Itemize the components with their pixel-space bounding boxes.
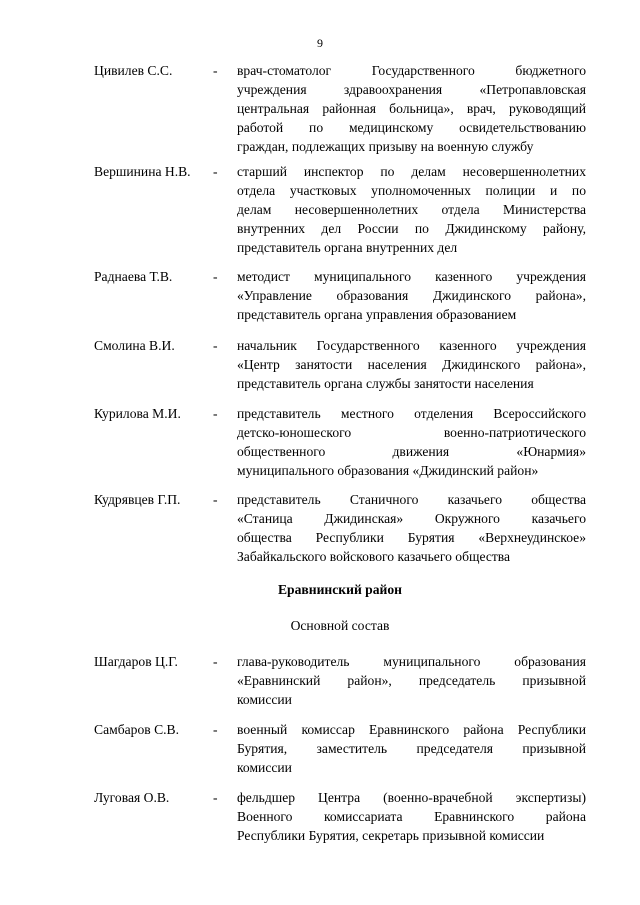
role-line: «Управление образования Джидинского района», [237,288,586,303]
member-name: Курилова М.И. [94,406,181,421]
member-role [237,404,586,480]
role-line: представитель Станичного казачьего общества [237,492,586,507]
role-line: делам несовершеннолетних отдела Министерства [237,202,586,217]
role-line: представитель органа внутренних дел [237,240,458,255]
member-role [237,61,586,156]
role-line: комиссии [237,692,292,707]
member-role [237,336,586,393]
role-line: представитель местного отделения Всероссийского [237,406,586,421]
role-line: учреждения здравоохранения «Петропавловская [237,82,586,97]
role-line: комиссии [237,760,292,775]
member-name: Самбаров С.В. [94,722,179,737]
member-role [237,162,586,257]
dash-separator: - [213,164,218,179]
member-role [237,490,586,566]
section-heading: Еравнинский район [277,582,402,597]
role-line: общества Республики Бурятия «Верхнеудинское» [237,530,586,545]
member-name: Смолина В.И. [94,338,175,353]
member-name: Шагдаров Ц.Г. [94,654,178,669]
role-line: представитель органа управления образованием [237,307,517,322]
role-line: Бурятия, заместитель председателя призывной [237,741,586,756]
role-line: методист муниципального казенного учреждения [237,269,586,284]
role-line: центральная районная больница», врач, руководящий [237,101,586,116]
dash-separator: - [213,63,218,78]
role-line: Военного комиссариата Еравнинского района [237,809,586,824]
role-line: общественного движения «Юнармия» [237,444,586,459]
member-name: Кудрявцев Г.П. [94,492,181,507]
member-role [237,652,586,709]
dash-separator: - [213,722,218,737]
role-line: граждан, подлежащих призыву на военную службу [237,139,534,154]
dash-separator: - [213,492,218,507]
role-line: представитель органа службы занятости населения [237,376,534,391]
section-subheading: Основной состав [290,618,390,633]
role-line: начальник Государственного казенного учреждения [237,338,586,353]
dash-separator: - [213,269,218,284]
role-line: Забайкальского войскового казачьего общества [237,549,511,564]
member-role [237,720,586,777]
role-line: военный комиссар Еравнинского района Республики [237,722,586,737]
role-line: работой по медицинскому освидетельствованию [237,120,586,135]
role-line: «Станица Джидинская» Окружного казачьего [237,511,586,526]
member-name: Луговая О.В. [94,790,170,805]
member-name: Цивилев С.С. [94,63,173,78]
role-line: муниципального образования «Джидинский район» [237,463,539,478]
role-line: Республики Бурятия, секретарь призывной комиссии [237,828,545,843]
role-line: старший инспектор по делам несовершеннолетних [237,164,586,179]
member-name: Раднаева Т.В. [94,269,173,284]
dash-separator: - [213,406,218,421]
role-line: врач-стоматолог Государственного бюджетного [237,63,586,78]
role-line: «Еравнинский район», председатель призывной [237,673,586,688]
member-role [237,267,586,324]
member-role [237,788,586,845]
role-line: глава-руководитель муниципального образования [237,654,586,669]
member-name: Вершинина Н.В. [94,164,191,179]
page-number: 9 [317,36,323,50]
role-line: детско-юношеского военно-патриотического [237,425,586,440]
role-line: фельдшер Центра (военно-врачебной экспертизы) [237,790,586,805]
role-line: отдела участковых уполномоченных полиции и по [237,183,586,198]
role-line: «Центр занятости населения Джидинского района», [237,357,586,372]
dash-separator: - [213,654,218,669]
dash-separator: - [213,790,218,805]
role-line: внутренних дел России по Джидинскому району, [237,221,586,236]
dash-separator: - [213,338,218,353]
